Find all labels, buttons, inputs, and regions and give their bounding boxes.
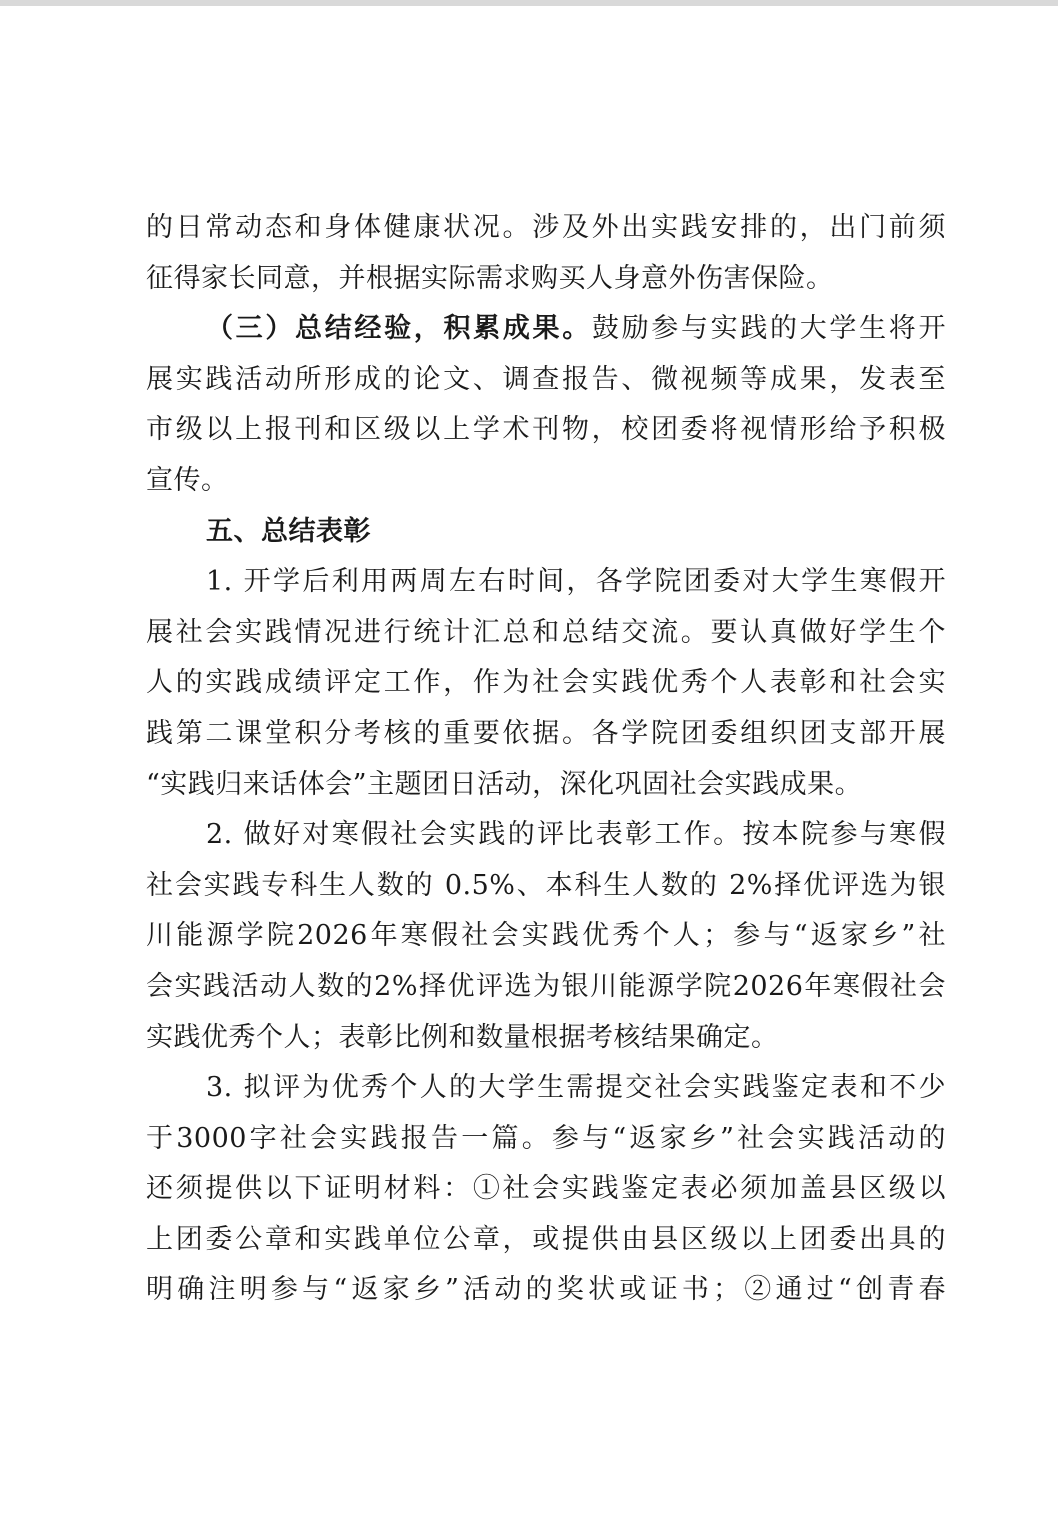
text-line: 展实践活动所形成的论文、调查报告、微视频等成果，发表至 bbox=[146, 363, 946, 395]
text-line: 社会实践专科生人数的 0.5%、本科生人数的 2%择优评选为银 bbox=[146, 869, 946, 901]
text-line: 会实践活动人数的2%择优评选为银川能源学院2026年寒假社会 bbox=[146, 970, 946, 1002]
top-border bbox=[0, 0, 1058, 6]
document-page bbox=[146, 203, 946, 1316]
text-line: 于3000字社会实践报告一篇。参与“返家乡”社会实践活动的 bbox=[146, 1122, 946, 1154]
section-heading: 五、总结表彰 bbox=[206, 515, 371, 547]
paragraph-summary-results bbox=[146, 304, 946, 506]
text-line: 3. 拟评为优秀个人的大学生需提交社会实践鉴定表和不少 bbox=[206, 1072, 946, 1104]
paragraph-item-2 bbox=[146, 810, 946, 1063]
text-line: 征得家长同意，并根据实际需求购买人身意外伤害保险。 bbox=[146, 262, 834, 294]
text-line: 明确注明参与“返家乡”活动的奖状或证书；②通过“创青春 bbox=[146, 1274, 946, 1306]
text-line: 人的实践成绩评定工作，作为社会实践优秀个人表彰和社会实 bbox=[146, 667, 946, 699]
text-line: 上团委公章和实践单位公章，或提供由县区级以上团委出具的 bbox=[146, 1223, 946, 1255]
text-line: 还须提供以下证明材料：①社会实践鉴定表必须加盖县区级以 bbox=[146, 1173, 946, 1205]
text-line: 的日常动态和身体健康状况。涉及外出实践安排的，出门前须 bbox=[146, 212, 946, 243]
text-line: 市级以上报刊和区级以上学术刊物，校团委将视情形给予积极 bbox=[146, 414, 946, 446]
text-line: 展社会实践情况进行统计汇总和总结交流。要认真做好学生个 bbox=[146, 616, 946, 648]
text-fragment: 鼓励参与实践的大学生将开 bbox=[591, 313, 946, 345]
text-line: 践第二课堂积分考核的重要依据。各学院团委组织团支部开展 bbox=[146, 717, 946, 749]
paragraph-safety bbox=[146, 203, 946, 304]
text-line: 川能源学院2026年寒假社会实践优秀个人；参与“返家乡”社 bbox=[146, 920, 946, 952]
paragraph-item-1 bbox=[146, 557, 946, 810]
text-line: 1. 开学后利用两周左右时间，各学院团委对大学生寒假开 bbox=[206, 566, 946, 598]
section-heading-commendation bbox=[146, 507, 946, 558]
text-line: 宣传。 bbox=[146, 464, 229, 496]
text-line: 实践优秀个人；表彰比例和数量根据考核结果确定。 bbox=[146, 1021, 779, 1053]
text-line: 2. 做好对寒假社会实践的评比表彰工作。按本院参与寒假 bbox=[206, 819, 946, 851]
paragraph-item-3 bbox=[146, 1063, 946, 1316]
subsection-heading: （三）总结经验，积累成果。 bbox=[206, 313, 592, 345]
text-line: “实践归来话体会”主题团日活动，深化巩固社会实践成果。 bbox=[146, 768, 863, 800]
text-line bbox=[146, 304, 946, 355]
